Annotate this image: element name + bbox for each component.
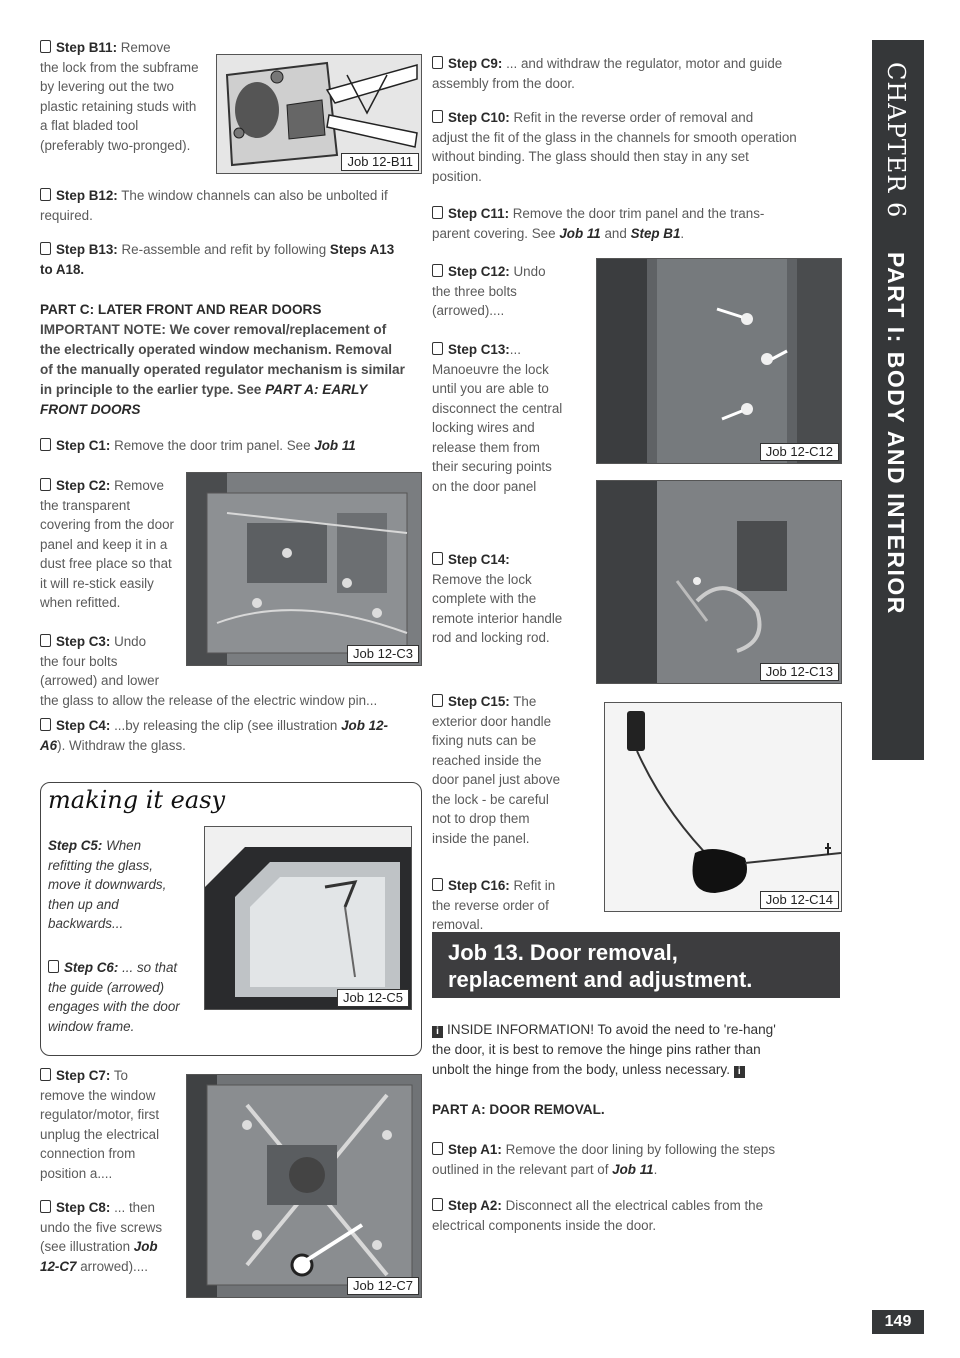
c13-line8: on the door panel	[432, 478, 537, 494]
step-b13-text	[40, 240, 425, 279]
c4-line1: ...by releasing the clip (see illustration	[114, 718, 338, 733]
c15-line6: the lock - be careful	[432, 791, 549, 807]
step-c14-text	[432, 550, 592, 648]
photo-job-12-c7	[186, 1074, 422, 1298]
step-a1-label: Step A1:	[448, 1142, 502, 1157]
c12-line3: (arrowed)....	[432, 303, 505, 318]
checkbox-icon	[40, 1200, 51, 1213]
b11-line3: by levering out the two	[40, 79, 174, 94]
c10-line3: without binding. The glass should then stay in any set	[432, 149, 749, 164]
checkbox-icon	[432, 1142, 443, 1155]
checkbox-icon	[432, 264, 443, 277]
step-c14-label: Step C14:	[448, 552, 510, 567]
c2-line7: when refitted.	[40, 595, 121, 610]
important-line3: of the manually operated regulator mechanism is similar	[40, 362, 405, 377]
checkbox-icon	[48, 960, 59, 973]
important-line1: IMPORTANT NOTE: We cover removal/replacement of	[40, 322, 387, 337]
part-text: PART I: BODY AND INTERIOR	[883, 252, 909, 615]
c8-ref1: Job	[133, 1239, 158, 1254]
c8-line2: undo the five screws	[40, 1219, 163, 1235]
step-c8-label: Step C8:	[56, 1200, 111, 1215]
checkbox-icon	[40, 1068, 51, 1081]
photo-caption: Job 12-C13	[760, 663, 839, 681]
step-c5-label: Step C5:	[48, 838, 103, 853]
step-c13-label: Step C13:	[448, 342, 510, 357]
c13-line2: Manoeuvre the lock	[432, 361, 549, 377]
b11-line6: (preferably two-pronged).	[40, 137, 191, 153]
important-line4: in principle to the earlier type. See	[40, 382, 262, 397]
checkbox-icon	[432, 342, 443, 355]
step-a2-label: Step A2:	[448, 1198, 502, 1213]
c4-ref1: Job 12-	[341, 718, 388, 733]
photo-caption: Job 12-C14	[760, 891, 839, 909]
step-c13-text	[432, 340, 592, 496]
b11-line1: Remove	[120, 40, 171, 55]
checkbox-icon	[432, 552, 443, 565]
step-c16-text	[432, 876, 602, 935]
c11-line2: parent covering. See	[432, 225, 556, 241]
job-13-title-line2: replacement and adjustment.	[448, 967, 753, 992]
important-line5: FRONT DOORS	[40, 402, 141, 417]
c12-line2: the three bolts	[432, 283, 517, 299]
c13-line6: release them from	[432, 439, 540, 455]
c2-line4: panel and keep it in a	[40, 536, 168, 552]
step-b12-text	[40, 186, 425, 225]
c6-line4: window frame.	[48, 1018, 135, 1034]
step-c10-text	[432, 108, 852, 186]
c2-line6: it will re-stick easily	[40, 575, 154, 591]
checkbox-icon	[432, 56, 443, 69]
a2-line1: Disconnect all the electrical cables from the	[505, 1198, 764, 1213]
c2-line1: Remove	[114, 478, 164, 493]
info-icon: i	[432, 1026, 443, 1038]
inside-information	[432, 1020, 852, 1080]
photo-caption: Job 12-C12	[760, 443, 839, 461]
step-c8-text	[40, 1198, 190, 1276]
c1-line1: Remove the door trim panel. See	[114, 438, 311, 453]
b13-ref: Steps A13	[329, 242, 395, 257]
step-c11-label: Step C11:	[448, 206, 510, 221]
c8-line3: (see illustration	[40, 1239, 131, 1254]
c2-line2: the transparent	[40, 497, 131, 513]
b11-line5: a flat bladed tool	[40, 118, 139, 133]
c4-ref2: A6	[40, 737, 58, 753]
step-c4-label: Step C4:	[56, 718, 111, 733]
c4-line2: ). Withdraw the glass.	[57, 737, 186, 753]
info-icon: i	[734, 1066, 745, 1078]
c11-ref1: Job 11	[559, 225, 601, 241]
step-c7-label: Step C7:	[56, 1068, 111, 1083]
c5-line5: backwards...	[48, 916, 124, 931]
c9-line1: ... and withdraw the regulator, motor and guide	[506, 56, 783, 71]
photo-caption: Job 12-B11	[341, 153, 419, 171]
c3-line1: Undo	[114, 634, 147, 649]
checkbox-icon	[40, 718, 51, 731]
a1-line2: outlined in the relevant part of	[432, 1161, 609, 1177]
b13-line1: Re-assemble and refit by following	[121, 242, 327, 257]
checkbox-icon	[40, 188, 51, 201]
c13-line1: ...	[509, 342, 521, 357]
c10-line1: Refit in the reverse order of removal and	[513, 110, 754, 125]
step-a1-text	[432, 1140, 852, 1179]
photo-caption: Job 12-C5	[337, 989, 409, 1007]
step-c3-label: Step C3:	[56, 634, 111, 649]
making-it-easy-logo: making it easy	[48, 786, 226, 814]
step-c6-label: Step C6:	[64, 960, 119, 975]
page-number: 149	[872, 1310, 924, 1334]
c11-line4: .	[680, 225, 685, 241]
c13-line7: their securing points	[432, 459, 552, 474]
inside-info-line2: the door, it is best to remove the hinge pins rather than	[432, 1042, 761, 1057]
step-b11-label: Step B11:	[56, 40, 118, 55]
step-c9-label: Step C9:	[448, 56, 503, 71]
c11-line3: and	[604, 225, 627, 241]
photo-job-12-c5	[204, 826, 412, 1010]
c5-line3: move it downwards,	[48, 877, 167, 892]
b11-line2: the lock from the subframe	[40, 59, 199, 75]
c8-line1: ... then	[114, 1200, 156, 1215]
step-a2-text	[432, 1196, 852, 1235]
inside-info-line1: INSIDE INFORMATION! To avoid the need to 're-hang'	[447, 1022, 776, 1037]
c16-line3: removal.	[432, 917, 484, 932]
step-c6-text	[48, 958, 208, 1036]
checkbox-icon	[432, 1198, 443, 1211]
c13-line3: until you are able to	[432, 381, 549, 396]
checkbox-icon	[40, 634, 51, 647]
checkbox-icon	[432, 206, 443, 219]
c15-line4: reached inside the	[432, 752, 542, 768]
c8-ref2: 12-C7	[40, 1258, 77, 1274]
checkbox-icon	[40, 242, 51, 255]
c1-ref: Job 11	[314, 438, 356, 453]
c15-line8: inside the panel.	[432, 830, 530, 846]
c3-line4: the glass to allow the release of the electric window pin...	[40, 692, 378, 708]
photo-job-12-c14	[604, 702, 842, 912]
b12-line1: The window channels can also be unbolted if	[121, 188, 388, 203]
c7-line5: connection from	[40, 1146, 136, 1161]
c16-line2: the reverse order of	[432, 897, 549, 913]
step-c11-text	[432, 204, 852, 243]
part-a-heading: PART A: DOOR REMOVAL.	[432, 1102, 605, 1117]
c5-line1: When	[106, 838, 142, 853]
step-c15-label: Step C15:	[448, 694, 510, 709]
a1-line3: .	[653, 1161, 658, 1177]
c3-line3: (arrowed) and lower	[40, 673, 160, 688]
job-13-title-line1: Job 13. Door removal,	[448, 940, 678, 965]
c2-line3: covering from the door	[40, 517, 174, 532]
c12-line1: Undo	[513, 264, 546, 279]
c8-line4: arrowed)....	[80, 1258, 148, 1274]
c9-line2: assembly from the door.	[432, 75, 575, 91]
photo-caption: Job 12-C7	[347, 1277, 419, 1295]
step-c1-label: Step C1:	[56, 438, 111, 453]
a1-line1: Remove the door lining by following the steps	[505, 1142, 776, 1157]
chapter-text: CHAPTER 6	[882, 62, 910, 219]
step-c3-text	[40, 632, 430, 710]
part-label	[872, 248, 924, 748]
c7-line2: remove the window	[40, 1087, 156, 1103]
step-b13-label: Step B13:	[56, 242, 118, 257]
c15-line3: fixing nuts can be	[432, 733, 537, 748]
checkbox-icon	[40, 40, 51, 53]
c15-line5: door panel just above	[432, 772, 561, 787]
step-c5-text	[48, 836, 198, 934]
c6-line1: ... so that	[122, 960, 178, 975]
c7-line1: To	[113, 1068, 128, 1083]
step-c10-label: Step C10:	[448, 110, 510, 125]
step-c16-label: Step C16:	[448, 878, 510, 893]
c5-line4: then up and	[48, 896, 119, 912]
checkbox-icon	[40, 478, 51, 491]
photo-caption: Job 12-C3	[347, 645, 419, 663]
c15-line7: not to drop them	[432, 811, 530, 826]
photo-job-12-b11	[216, 54, 422, 174]
b13-line2: to A18.	[40, 261, 85, 277]
c10-line4: position.	[432, 168, 482, 184]
checkbox-icon	[40, 438, 51, 451]
step-c9-text	[432, 54, 852, 93]
c13-line4: disconnect the central	[432, 400, 563, 416]
step-c7-text	[40, 1066, 190, 1183]
important-ref: PART A: EARLY	[265, 382, 368, 397]
c5-line2: refitting the glass,	[48, 857, 153, 873]
important-note	[40, 320, 430, 420]
c13-line5: locking wires and	[432, 420, 535, 435]
c11-line1: Remove the door trim panel and the trans-	[512, 206, 765, 221]
a2-line2: electrical components inside the door.	[432, 1217, 657, 1233]
step-b11-text	[40, 38, 210, 155]
inside-info-line3: unbolt the hinge from the body, unless necessary.	[432, 1062, 730, 1077]
checkbox-icon	[432, 110, 443, 123]
step-c12-text	[432, 262, 582, 321]
step-c15-text	[432, 692, 592, 848]
job-13-banner	[432, 932, 840, 998]
part-c-heading: PART C: LATER FRONT AND REAR DOORS	[40, 302, 322, 317]
c6-line2: the guide (arrowed)	[48, 979, 165, 995]
step-c2-label: Step C2:	[56, 478, 111, 493]
c11-ref2: Step B1	[630, 225, 681, 241]
c7-line3: regulator/motor, first	[40, 1107, 160, 1122]
c7-line4: unplug the electrical	[40, 1126, 160, 1142]
c10-line2: adjust the fit of the glass in the channels for smooth operation	[432, 129, 797, 145]
c15-line2: exterior door handle	[432, 713, 552, 729]
step-c2-text	[40, 476, 190, 613]
chapter-label	[872, 40, 924, 240]
photo-job-12-c13	[596, 480, 842, 684]
step-c1-text	[40, 436, 430, 456]
c14-line3: remote interior handle	[432, 610, 563, 626]
c14-line4: rod and locking rod.	[432, 630, 550, 645]
c14-line2: complete with the	[432, 591, 537, 606]
c15-line1: The	[513, 694, 537, 709]
a1-ref: Job 11	[612, 1161, 654, 1177]
step-c12-label: Step C12:	[448, 264, 510, 279]
checkbox-icon	[432, 878, 443, 891]
c16-line1: Refit in	[513, 878, 556, 893]
c7-line6: position a....	[40, 1165, 113, 1181]
b12-line2: required.	[40, 207, 93, 223]
step-b12-label: Step B12:	[56, 188, 118, 203]
important-line2: the electrically operated window mechanism. Removal	[40, 342, 393, 357]
c3-line2: the four bolts	[40, 653, 118, 669]
c2-line5: dust free place so that	[40, 556, 172, 571]
c6-line3: engages with the door	[48, 999, 180, 1014]
c14-line1: Remove the lock	[432, 571, 532, 587]
b11-line4: plastic retaining studs with	[40, 98, 197, 114]
checkbox-icon	[432, 694, 443, 707]
step-c4-text	[40, 716, 430, 755]
photo-job-12-c12	[596, 258, 842, 464]
